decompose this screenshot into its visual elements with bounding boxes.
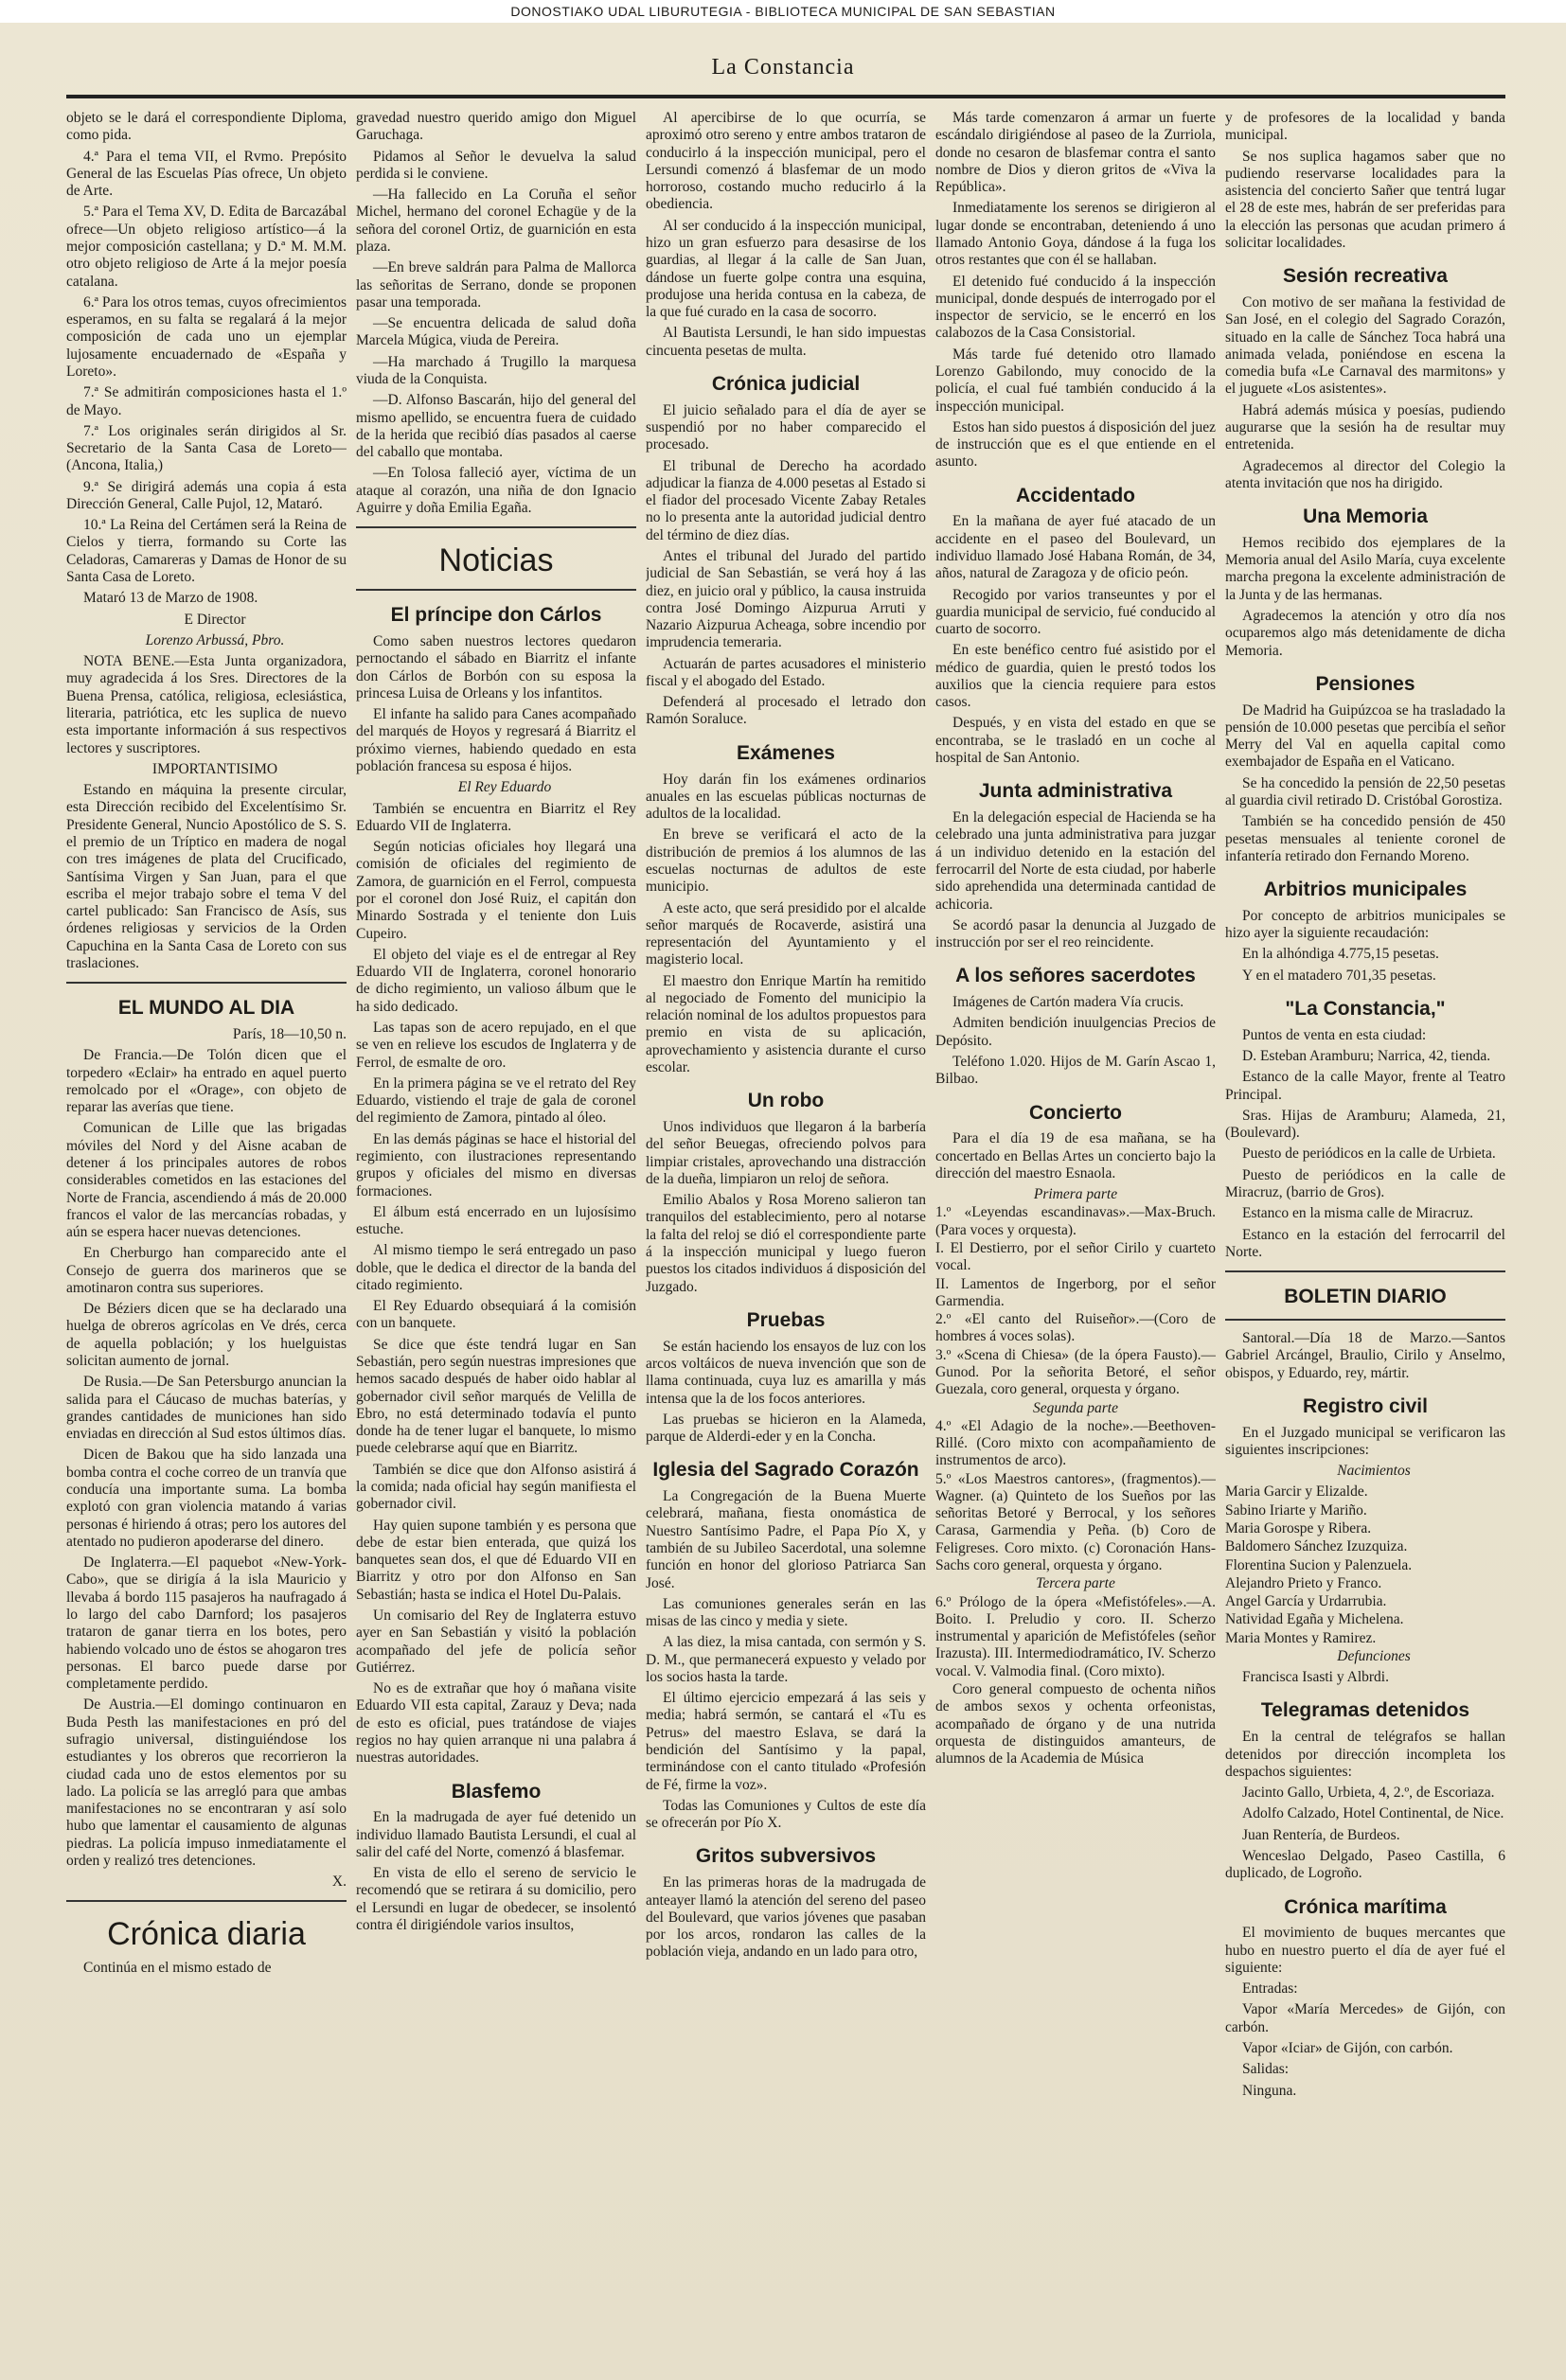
- column-2: [356, 110, 636, 2368]
- paragraph: También se encuentra en Biarritz el Rey Eduardo VII de Inglaterra.: [356, 800, 636, 834]
- article-heading: Blasfemo: [451, 1780, 542, 1803]
- columns: [66, 110, 1505, 2368]
- list-item: Baldomero Sánchez Izuzquiza.: [1225, 1538, 1408, 1555]
- paragraph: Jacinto Gallo, Urbieta, 4, 2.º, de Escoriaza.: [1242, 1785, 1495, 1802]
- subheading: Nacimientos: [1337, 1463, 1411, 1480]
- column-3: [646, 110, 926, 2368]
- archive-banner: DONOSTIAKO UDAL LIBURUTEGIA - BIBLIOTECA MUNICIPAL DE SAN SEBASTIAN: [0, 0, 1566, 23]
- paragraph: Y en el matadero 701,35 pesetas.: [1242, 967, 1436, 984]
- paragraph: Las comuniones generales serán en las misas de las cinco y media y siete.: [646, 1595, 926, 1630]
- paragraph: En el Juzgado municipal se verificaron las siguientes inscripciones:: [1225, 1424, 1505, 1458]
- paragraph: Continúa en el mismo estado de: [83, 1959, 272, 1976]
- article-heading: Registro civil: [1303, 1394, 1428, 1417]
- paragraph: En vista de ello el sereno de servicio le recomendó que se retirara á su domicilio, pero el Lersundi en lugar de obedecer, se insolentó contra él dirigiéndole varios insultos,: [356, 1865, 636, 1933]
- paragraph: Ninguna.: [1242, 2082, 1297, 2099]
- paragraph: 9.ª Se dirigirá además una copia á esta Dirección General, Calle Pujol, 12, Mataró.: [66, 478, 347, 512]
- article-heading: Arbitrios municipales: [1263, 879, 1468, 901]
- paragraph: El detenido fué conducido á la inspección municipal, donde después de interrogado por el inspector de servicio, se le encerró en los calabozos de la Casa Consistorial.: [935, 273, 1216, 342]
- paragraph: Puntos de venta en esta ciudad:: [1242, 1026, 1427, 1043]
- paragraph: Estanco en la misma calle de Miracruz.: [1242, 1205, 1474, 1222]
- paragraph: De Madrid ha Guipúzcoa se ha trasladado la pensión de 10.000 pesetas que percibía el señor Merry del Val en aquella capital como exembajador de España en el Vaticano.: [1225, 702, 1505, 771]
- paragraph: De Francia.—De Tolón dicen que el torpedero «Eclair» ha entrado en aquel puerto remolcado por el «Orage», con objeto de reparar las averías que tiene.: [66, 1047, 347, 1116]
- paragraph: En la delegación especial de Hacienda se ha celebrado una junta administrativa para juzgar á un individuo detenido en la estación del ferrocarril del Norte de esta ciudad, por haberle sido aprehendida una determinada cantidad de achicoria.: [935, 809, 1216, 913]
- paragraph: —Ha marchado á Trugillo la marquesa viuda de la Conquista.: [356, 353, 636, 387]
- paragraph: De Rusia.—De San Petersburgo anuncian la salida para el Cáucaso de muchas baterías, y grandes cantidades de municiones han sido enviadas en dirección al Sud estos últimos días.: [66, 1374, 347, 1443]
- article-heading: Concierto: [1028, 1101, 1122, 1124]
- article-heading: Iglesia del Sagrado Corazón: [652, 1459, 919, 1482]
- paragraph: Más tarde fué detenido otro llamado Lorenzo Gabilondo, muy conocido de la policía, el cual fué también conducido á la inspección municipal.: [935, 346, 1216, 415]
- paragraph: Estos han sido puestos á disposición del juez de instrucción que es el que entiende en el asunto.: [935, 418, 1216, 471]
- paragraph: De Austria.—El domingo continuaron en Buda Pesth las manifestaciones en pró del sufragio universal, distinguiéndose los estudiantes y los obreros que recorrieron la ciudad cada uno de estos elementos por su lado. La policía se las arregló para que ambas manifestaciones no se encontraran y así solo hubo que lamentar el causamiento de algunas piedras. La policía impuso inmediatamente el orden y realizó tres detenciones.: [66, 1696, 347, 1869]
- paragraph: Wenceslao Delgado, Paseo Castilla, 6 duplicado, de Logroño.: [1225, 1847, 1505, 1882]
- program-item: 3.º «Scena di Chiesa» (de la ópera Fausto).—Gunod. Por la señorita Betoré, el señor Guezala, coro general, orquesta y órgano.: [935, 1346, 1216, 1398]
- paragraph: No es de extrañar que hoy ó mañana visite Eduardo VII esta capital, Zarauz y Deva; nada de esto es oficial, pues tratándose de viajes regios no hay quien arranque ni una palabra á nuestras autoridades.: [356, 1680, 636, 1767]
- program-part: Segunda parte: [1033, 1399, 1118, 1416]
- section-heading: Crónica diaria: [107, 1916, 306, 1953]
- paragraph: 7.ª Los originales serán dirigidos al Sr. Secretario de la Santa Casa de Loreto—(Ancona, Italia,): [66, 422, 347, 474]
- paragraph: En la primera página se ve el retrato del Rey Eduardo, vistiendo el traje de gala de coronel del regimiento de Zamora, pintado al óleo.: [356, 1075, 636, 1127]
- paragraph: En las primeras horas de la madrugada de anteayer llamó la atención del sereno del paseo del Boulevard, que varios jóvenes que pasaban por los arcos, rondaron las calles de la población vieja, andando en un lado para otro,: [646, 1874, 926, 1961]
- births-list: [1225, 1483, 1505, 1647]
- paragraph: En breve se verificará el acto de la distribución de premios á los alumnos de las escuelas nocturnas de adultos de este municipio.: [646, 826, 926, 896]
- separator: [66, 1900, 347, 1902]
- paragraph: Antes el tribunal del Jurado del partido judicial de San Sebastián, se verá hoy á las diez, en juicio oral y público, la causa instruida contra José Domingo Aizpurua Arruti y Nazario Aizpurua Acheaga, sobre incendio por imprudencia temeraria.: [646, 547, 926, 651]
- paragraph: —En Tolosa falleció ayer, víctima de un ataque al corazón, una niña de don Ignacio Aguirre y doña Emilia Egaña.: [356, 465, 636, 516]
- signature-name: Lorenzo Arbussá, Pbro.: [145, 631, 285, 648]
- article-heading: Pruebas: [746, 1308, 826, 1331]
- paragraph: Un comisario del Rey de Inglaterra estuvo ayer en San Sebastián y visitó la población acompañado del jefe de policía señor Gutiérrez.: [356, 1607, 636, 1676]
- paragraph: Se ha concedido la pensión de 22,50 pesetas al guardia civil retirado D. Cristóbal Gorostiza.: [1225, 774, 1505, 809]
- paragraph: Al apercibirse de lo que ocurría, se aproximó otro sereno y entre ambos trataron de conducirlo á la inspección municipal, pero el Lersundi comenzó á blasfemar de un modo horroroso, costando mucho reducirlo á la obediencia.: [646, 110, 926, 213]
- paragraph: El movimiento de buques mercantes que hubo en nuestro puerto el día de ayer fué el siguiente:: [1225, 1925, 1505, 1976]
- paragraph: Defenderá al procesado el letrado don Ramón Soraluce.: [646, 694, 926, 728]
- paragraph: Las tapas son de acero repujado, en el que se ven en relieve los escudos de Inglaterra y de Ferrol, de esmalte de oro.: [356, 1019, 636, 1071]
- paragraph: Actuarán de partes acusadores el ministerio fiscal y el abogado del Estado.: [646, 655, 926, 689]
- signature: X.: [331, 1874, 347, 1891]
- paragraph: En la madrugada de ayer fué detenido un individuo llamado Bautista Lersundi, el cual al salir del café del Norte, comenzó á blasfemar.: [356, 1809, 636, 1860]
- paragraph: Agradecemos la atención y otro día nos ocuparemos algo más detenidamente de dicha Memoria.: [1225, 608, 1505, 659]
- paragraph: Hoy darán fin los exámenes ordinarios anuales en las escuelas públicas nocturnas de adultos de la localidad.: [646, 771, 926, 823]
- paragraph: Según noticias oficiales hoy llegará una comisión de oficiales del regimiento de Zamora, de guarnición en el Ferrol, compuesta por el coronel don José Ruiz, el capitán don Minardo Sostrada y el teniente don Luis Cupeiro.: [356, 839, 636, 942]
- paragraph: Unos individuos que llegaron á la barbería del señor Beuegas, ofreciendo polvos para limpiar cristales, aprovechando una distracción de la dueña, limpiaron un reloj de señora.: [646, 1119, 926, 1187]
- dateline: Mataró 13 de Marzo de 1908.: [83, 590, 258, 607]
- paragraph: Se dice que éste tendrá lugar en San Sebastián, pero según nuestras impresiones que hemos sacado después de haber oido hablar al gobernador civil señor marqués de Velilla de Ebro, no está determinado todavía el punto donde ha de tener lugar el banquete, lo mismo puede celebrarse aquí que en Biarritz.: [356, 1336, 636, 1457]
- paragraph: En la mañana de ayer fué atacado de un accidente en el paseo del Boulevard, un individuo llamado José Habana Román, de 34, años, natural de Zaragoza y de oficio peón.: [935, 513, 1216, 582]
- article-heading: Gritos subversivos: [695, 1845, 877, 1868]
- list-item: Maria Gorospe y Ribera.: [1225, 1519, 1372, 1536]
- program-item: 1.º «Leyendas escandinavas».—Max-Bruch. (Para voces y orquesta).: [935, 1204, 1216, 1238]
- paragraph: La Congregación de la Buena Muerte celebrará, mañana, fiesta onomástica de Nuestro Santísimo Padre, el Papa Pío X, y también de su Jubileo Sacerdotal, una solemne función en honor del glorioso Patriarca San José.: [646, 1488, 926, 1591]
- paragraph: El maestro don Enrique Martín ha remitido al negociado de Fomento del municipio la relación nominal de los adultos propuestos para premio en vista de su aplicación, aprovechamiento y asistencia durante el curso escolar.: [646, 972, 926, 1076]
- paragraph: Al mismo tiempo le será entregado un paso doble, que le dedica el director de la banda del citado regimiento.: [356, 1242, 636, 1293]
- paragraph: En la central de telégrafos se hallan detenidos por dirección incompleta los despachos siguientes:: [1225, 1729, 1505, 1780]
- paragraph: Hemos recibido dos ejemplares de la Memoria anual del Asilo María, cuya excelente marcha pregona la excelente administración de la Junta y de las hermanas.: [1225, 534, 1505, 603]
- separator: [1225, 1319, 1505, 1321]
- paragraph: 4.ª Para el tema VII, el Rvmo. Prepósito General de las Escuelas Pías ofrece, Un objeto de Arte.: [66, 148, 347, 200]
- paragraph: Santoral.—Día 18 de Marzo.—Santos Gabriel Arcángel, Braulio, Cirilo y Anselmo, obispos, y Eduardo, rey, mártir.: [1225, 1329, 1505, 1381]
- article-heading: Accidentado: [1015, 484, 1136, 506]
- program-part: Primera parte: [1033, 1186, 1118, 1203]
- paragraph: Por concepto de arbitrios municipales se hizo ayer la siguiente recaudación:: [1225, 907, 1505, 942]
- article-heading: Pensiones: [1315, 672, 1415, 695]
- paragraph: Al Bautista Lersundi, le han sido impuestas cincuenta pesetas de multa.: [646, 325, 926, 359]
- article-heading: Una Memoria: [1303, 506, 1428, 528]
- paragraph: gravedad nuestro querido amigo don Miguel Garuchaga.: [356, 110, 636, 144]
- paragraph: —D. Alfonso Bascarán, hijo del general del mismo apellido, se encuentra fuera de cuidado de la herida que recibió días pasados al caerse del caballo que montaba.: [356, 392, 636, 461]
- newspaper-title: La Constancia: [711, 55, 855, 80]
- program-item: 5.º «Los Maestros cantores», (fragmentos).—Wagner. (a) Quinteto de los Sueños por las señoritas Betoré y Berrocal, y los señores Carasa, Garmendia y Peña. (b) Coro de Feligreses. Coro mixto. (c) Coronación Hans-Sachs coro general, orquesta y órgano.: [935, 1470, 1216, 1574]
- paragraph: Recogido por varios transeuntes y por el guardia municipal de servicio, fué conducido al cuarto de socorro.: [935, 586, 1216, 638]
- paragraph: Después, y en vista del estado en que se encontraba, se le trasladó en un coche al hospital de San Antonio.: [935, 715, 1216, 767]
- paragraph: NOTA BENE.—Esta Junta organizadora, muy agradecida á los Sres. Directores de la Buena Prensa, católica, religiosa, eclesiástica, literaria, patriótica, etc les suplica de nuevo esta importante información á sus respectivos lectores y suscriptores.: [66, 653, 347, 756]
- paragraph: Hay quien supone también y es persona que debe de estar bien enterada, que quizá los banquetes sean dos, el que dé Eduardo VII en Biarritz y otro por don Alfonso en San Sebastián; hasta se indica el Hotel Du-Palais.: [356, 1517, 636, 1603]
- subheading: IMPORTANTISIMO: [151, 760, 278, 777]
- paragraph: —Ha fallecido en La Coruña el señor Michel, hermano del coronel Echagüe y de la señora del coronel Ortiz, de guarnición en esta plaza.: [356, 186, 636, 255]
- list-item: Angel García y Urdarrubia.: [1225, 1593, 1387, 1610]
- paragraph: 10.ª La Reina del Certámen será la Reina de Cielos y tierra, formando su Corte las Celadoras, Camareras y Damas de Honor de su Santa Casa de Loreto.: [66, 517, 347, 586]
- paragraph: Coro general compuesto de ochenta niños de ambos sexos y ochenta orfeonistas, acompañado de órgano y de una nutrida orquesta de distinguidos amanteurs, de alumnos de la Academia de Música: [935, 1681, 1216, 1767]
- paragraph: El Rey Eduardo obsequiará á la comisión con un banquete.: [356, 1298, 636, 1332]
- paragraph: Como saben nuestros lectores quedaron pernoctando el sábado en Biarritz el infante don Cárlos de Borbón con su esposa la princesa Luisa de Orleans y los infantitos.: [356, 633, 636, 702]
- paragraph: El último ejercicio empezará á las seis y media; habrá sermón, se cantará el «Tu es Petrus» del maestro Eslava, se dará la bendición del Santísimo y la papal, terminándose con el canto titulado «Profesión de Fé, firme la voz».: [646, 1690, 926, 1793]
- paragraph: 7.ª Se admitirán composiciones hasta el 1.º de Mayo.: [66, 384, 347, 418]
- paragraph: Para el día 19 de esa mañana, se ha concertado en Bellas Artes un concierto bajo la dirección del maestro Esnaola.: [935, 1130, 1216, 1181]
- dateline: París, 18—10,50 n.: [232, 1025, 347, 1042]
- paragraph: Dicen de Bakou que ha sido lanzada una bomba contra el coche correo de un tranvía que conducía una importante suma. La bomba explotó con gran violencia matando á varias personas é hiriendo á otras; pero los autores del atentado no pudieron apoderarse del dinero.: [66, 1447, 347, 1550]
- paragraph: Todas las Comuniones y Cultos de este día se ofrecerán por Pío X.: [646, 1797, 926, 1832]
- paragraph: Agradecemos al director del Colegio la atenta invitación que nos ha dirigido.: [1225, 457, 1505, 491]
- paragraph: El objeto del viaje es el de entregar al Rey Eduardo VII de Inglaterra, coronel honorario de dicho regimiento, un valioso álbum que le ha sido dedicado.: [356, 946, 636, 1015]
- column-5: [1225, 110, 1505, 2368]
- paragraph: Se nos suplica hagamos saber que no pudiendo reservarse localidades para la asistencia del concierto Sañer que tentrá lugar el 28 de este mes, habrán de ser preferidas para la elección las personas que acudan primero á solicitar localidades.: [1225, 148, 1505, 251]
- paragraph: En Cherburgo han comparecido ante el Consejo de guerra dos marineros que se amotinaron contra sus superiores.: [66, 1245, 347, 1296]
- list-item: Florentina Sucion y Palenzuela.: [1225, 1556, 1413, 1573]
- paragraph: Emilio Abalos y Rosa Moreno salieron tan tranquilos del establecimiento, pero al notarse la falta del reloj se dió el correspondiente parte á la inspección municipal y luego fueron puestos los citados individuos á disposición del Juzgado.: [646, 1192, 926, 1295]
- paragraph: Teléfono 1.020. Hijos de M. Garín Ascao 1, Bilbao.: [935, 1053, 1216, 1088]
- paragraph: Habrá además música y poesías, pudiendo augurarse que la sesión ha de resultar muy entretenida.: [1225, 401, 1505, 453]
- paragraph: Pidamos al Señor le devuelva la salud perdida si le conviene.: [356, 148, 636, 182]
- paragraph: En este benéfico centro fué asistido por el médico de guardia, quien le prestó todos los auxilios que la ciencia requiere para estos casos.: [935, 642, 1216, 711]
- program-item: 2.º «El canto del Ruiseñor».—(Coro de hombres á voces solas).: [935, 1311, 1216, 1345]
- program-list: [935, 1186, 1216, 1680]
- paragraph: 5.ª Para el Tema XV, D. Edita de Barcazábal ofrece—Un objeto religioso artístico—á la mejor composición castellana; y D.ª M. M.M. otro objeto religioso de Arte á la mejor poesía catalana.: [66, 204, 347, 290]
- article-heading: Crónica marítima: [1284, 1895, 1447, 1918]
- list-item: Alejandro Prieto y Franco.: [1225, 1574, 1382, 1591]
- paragraph: Entradas:: [1242, 1980, 1298, 1998]
- paragraph: Con motivo de ser mañana la festividad de San José, en el colegio del Sagrado Corazón, situado en la calle de Sánchez Toca habrá una animada velada, poniéndose en escena la comedia bufa «Le Carnaval des marmitons» y el juguete «Los asistentes».: [1225, 294, 1505, 398]
- paragraph: Puesto de periódicos en la calle de Miracruz, (barrio de Gros).: [1225, 1166, 1505, 1201]
- paragraph: En la alhóndiga 4.775,15 pesetas.: [1242, 946, 1439, 963]
- program-item: 6.º Prólogo de la ópera «Mefistófeles».—A. Boito. I. Preludio y coro. II. Scherzo instrumental y aparición de Mefistófeles (señor Irazusta). III. Intermediodramático, IV. Scherzo vocal. V. Valmodia final. (Coro mixto).: [935, 1593, 1216, 1679]
- paragraph: Vapor «Iciar» de Gijón, con carbón.: [1242, 2039, 1453, 2056]
- list-item: Maria Garcir y Elizalde.: [1225, 1483, 1368, 1501]
- paragraph: En las demás páginas se hace el historial del regimiento, con ilustraciones representando grupos y oficiales del mismo en diversas formaciones.: [356, 1130, 636, 1199]
- paragraph: Estanco de la calle Mayor, frente al Teatro Principal.: [1225, 1069, 1505, 1103]
- program-item: 4.º «El Adagio de la noche».—Beethoven-Rillé. (Coro mixto con acompañamiento de instrumentos de arco).: [935, 1417, 1216, 1469]
- paragraph: Adolfo Calzado, Hotel Continental, de Nice.: [1242, 1805, 1504, 1822]
- paragraph: —Se encuentra delicada de salud doña Marcela Múgica, viuda de Pereira.: [356, 315, 636, 349]
- paragraph: Imágenes de Cartón madera Vía crucis.: [952, 994, 1184, 1011]
- paragraph: El infante ha salido para Canes acompañado del marqués de Hoyos y regresará á Biarritz el próximo viernes, habiendo quedado en esta población francesa su esposa é hijos.: [356, 706, 636, 775]
- list-item: Francisca Isasti y Albrdi.: [1242, 1669, 1389, 1686]
- paragraph: —En breve saldrán para Palma de Mallorca las señoritas de Serrano, donde se proponen pasar una temporada.: [356, 259, 636, 311]
- article-heading: Junta administrativa: [978, 780, 1173, 803]
- paragraph: De Inglaterra.—El paquebot «New-York-Cabo», que se dirigía á la isla Mauricio y llevaba á bordo 115 pasajeros ha naufragado á lo largo del cabo Darnford; los pasajeros trataron de ganar tierra en los botes, pero habiendo volcado uno de éstos se ahogaron tres personas. El barco puede darse por completamente perdido.: [66, 1554, 347, 1693]
- list-item: Natividad Egaña y Michelena.: [1225, 1611, 1404, 1628]
- paragraph: Las pruebas se hicieron en la Alameda, parque de Alderdi-eder y en la Concha.: [646, 1411, 926, 1446]
- paragraph: Inmediatamente los serenos se dirigieron al lugar donde se encontraban, deteniendo á uno llamado Antonio Goya, dándose á la fuga los otros restantes que con él se hallaban.: [935, 200, 1216, 269]
- paragraph: Estanco en la estación del ferrocarril del Norte.: [1225, 1226, 1505, 1260]
- column-1: [66, 110, 347, 2368]
- list-item: Maria Montes y Ramirez.: [1225, 1629, 1377, 1646]
- article-heading: El príncipe don Cárlos: [390, 604, 602, 627]
- paragraph: D. Esteban Aramburu; Narrica, 42, tienda.: [1242, 1048, 1491, 1065]
- section-heading: BOLETIN DIARIO: [1284, 1286, 1447, 1308]
- paragraph: Estando en máquina la presente circular, esta Dirección recibido del Excelentísimo Sr. Presidente General, Nuncio Apostólico de S. S. el premio de un Tríptico en madera de nogal con tres imágenes de plata del Crucificado, Santísima Virgen y San Juan, para el que escriba el mejor trabajo sobre el tema V del cartel publicado: San Francisco de Asís, sus órdenes religiosas y servicios de la Orden Capuchina en la Santa Casa de Loreto con sus traslaciones.: [66, 782, 347, 971]
- paragraph: El álbum está encerrado en un lujosísimo estuche.: [356, 1203, 636, 1238]
- paragraph: Comunican de Lille que las brigadas móviles del Nord y del Aisne acaban de detener á los principales autores de robos considerables cometidos en las estaciones del Norte de Francia, ascendiendo á más de 20.000 francos el valor de las mercancías robadas, y aún se espera hacer nuevas detenciones.: [66, 1120, 347, 1241]
- paragraph: Salidas:: [1242, 2061, 1290, 2078]
- subheading: El Rey Eduardo: [457, 779, 552, 796]
- section-heading: Noticias: [438, 542, 554, 579]
- article-heading: A los señores sacerdotes: [955, 965, 1196, 987]
- paragraph: También se dice que don Alfonso asistirá á la comida; nada oficial hay según manifiesta el gobernador civil.: [356, 1461, 636, 1513]
- signature-title: E Director: [184, 611, 246, 628]
- paragraph: Se acordó pasar la denuncia al Juzgado de instrucción por ser el reo reincidente.: [935, 916, 1216, 951]
- paragraph: y de profesores de la localidad y banda municipal.: [1225, 110, 1505, 144]
- separator: [1225, 1270, 1505, 1272]
- separator: [356, 526, 636, 528]
- paragraph: De Béziers dicen que se ha declarado una huelga de obreros agrícolas en Ve drés, cerca de aquella población; y los huelguistas solicitan aumento de jornal.: [66, 1301, 347, 1370]
- masthead-rule: [66, 95, 1505, 98]
- program-item: II. Lamentos de Ingerborg, por el señor Garmendia.: [935, 1275, 1216, 1309]
- article-heading: Un robo: [747, 1090, 825, 1112]
- paragraph: El tribunal de Derecho ha acordado adjudicar la fianza de 4.000 pesetas al Estado si el fiador del procesado Vicente Zabay Retales no lo presenta ante la autoridad judicial dentro del término de diez días.: [646, 457, 926, 543]
- paragraph: Más tarde comenzaron á armar un fuerte escándalo dirigiéndose al paseo de la Zurriola, donde no cesaron de blasfemar contra el santo nombre de Dios y dieron gritos de «Viva la República».: [935, 110, 1216, 196]
- article-heading: Sesión recreativa: [1283, 265, 1448, 288]
- paragraph: A este acto, que será presidido por el alcalde señor marqués de Rocaverde, asistirá una representación del Ayuntamiento y el magisterio local.: [646, 899, 926, 968]
- paragraph: El juicio señalado para el día de ayer se suspendió por no haber comparecido el procesado.: [646, 401, 926, 453]
- paragraph: Vapor «María Mercedes» de Gijón, con carbón.: [1225, 2001, 1505, 2035]
- program-part: Tercera parte: [1036, 1575, 1115, 1592]
- program-item: I. El Destierro, por el señor Cirilo y cuarteto vocal.: [935, 1239, 1216, 1274]
- paragraph: Se están haciendo los ensayos de luz con los arcos voltáicos de nueva invención que son de llama continuada, cuya luz es amarilla y más intensa que la de los focos anteriores.: [646, 1338, 926, 1407]
- article-heading: "La Constancia,": [1285, 998, 1446, 1021]
- column-4: [935, 110, 1216, 2368]
- paragraph: Al ser conducido á la inspección municipal, hizo un gran esfuerzo para desasirse de los guardias, al llegar á la calle de San Juan, dándose un fuerte golpe contra una esquina, produjose una herida contusa en la cabeza, de la que fué curado en la casa de socorro.: [646, 217, 926, 321]
- separator: [66, 982, 347, 984]
- article-heading: Crónica judicial: [711, 372, 861, 395]
- article-heading: Exámenes: [737, 741, 835, 764]
- paragraph: A las diez, la misa cantada, con sermón y S. D. M., que permanecerá expuesto y velado por los socios hasta la tarde.: [646, 1634, 926, 1685]
- paragraph: Admiten bendición inuulgencias Precios de Depósito.: [935, 1015, 1216, 1049]
- paragraph: Sras. Hijas de Aramburu; Alameda, 21, (Boulevard).: [1225, 1107, 1505, 1142]
- paragraph: También se ha concedido pensión de 450 pesetas mensuales al teniente coronel de infantería retirado don Fernando Moreno.: [1225, 813, 1505, 864]
- subheading: Defunciones: [1337, 1647, 1411, 1664]
- paragraph: 6.ª Para los otros temas, cuyos ofrecimientos esperamos, en su falta se regalará á la mejor composición de cada uno un ejemplar lujosamente encuadernado de «España y Loreto».: [66, 293, 347, 380]
- section-heading: EL MUNDO AL DIA: [117, 997, 295, 1020]
- paragraph: Juan Rentería, de Burdeos.: [1242, 1826, 1400, 1843]
- article-heading: Telegramas detenidos: [1260, 1699, 1470, 1722]
- paragraph: Puesto de periódicos en la calle de Urbieta.: [1242, 1146, 1496, 1163]
- paragraph: objeto se le dará el correspondiente Diploma, como pida.: [66, 110, 347, 144]
- list-item: Sabino Iriarte y Mariño.: [1225, 1501, 1367, 1519]
- separator: [356, 589, 636, 591]
